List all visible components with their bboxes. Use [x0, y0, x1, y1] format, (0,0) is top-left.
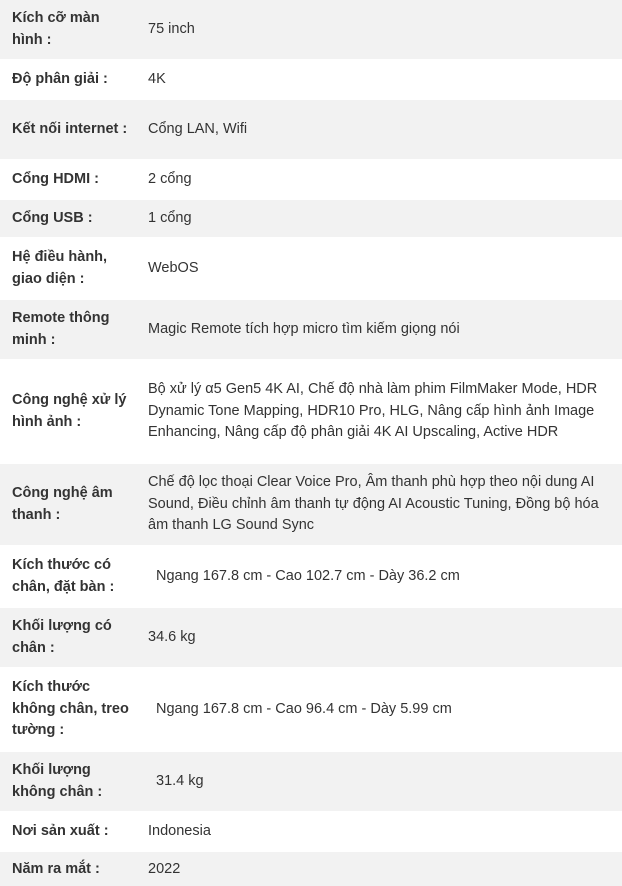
- spec-label: Kích cỡ màn hình :: [12, 10, 100, 48]
- spec-row-size-stand: [0, 547, 622, 608]
- spec-value: 34.6 kg: [148, 628, 196, 645]
- spec-row-hdmi: [0, 161, 622, 200]
- spec-value: Ngang 167.8 cm - Cao 102.7 cm - Dày 36.2 cm: [156, 567, 460, 584]
- spec-label: Nơi sản xuất :: [12, 822, 109, 839]
- spec-label: Công nghệ âm thanh :: [12, 485, 113, 523]
- spec-value: Indonesia: [148, 822, 211, 839]
- spec-label: Công nghệ xử lý hình ảnh :: [12, 392, 127, 430]
- spec-row-origin: [0, 813, 622, 852]
- spec-label: Remote thông minh :: [12, 310, 110, 348]
- spec-label: Khối lượng có chân :: [12, 618, 112, 656]
- spec-value: 31.4 kg: [156, 772, 204, 789]
- spec-value: Cổng LAN, Wifi: [148, 120, 248, 137]
- spec-row-resolution: [0, 61, 622, 100]
- spec-value: Bộ xử lý α5 Gen5 4K AI, Chế độ nhà làm phim FilmMaker Mode, HDR Dynamic Tone Mapping, HDR10 Pro, HLG, Nâng cấp hình ảnh Image Enhancing, Nâng cấp độ phân giải 4K AI Upscaling, Active HDR: [148, 381, 598, 441]
- spec-row-os: [0, 239, 622, 300]
- spec-label: Kích thước có chân, đặt bàn :: [12, 557, 115, 595]
- spec-label: Cổng HDMI :: [12, 170, 99, 187]
- spec-label: Kích thước không chân, treo tường :: [12, 679, 129, 739]
- spec-row-remote: [0, 300, 622, 361]
- spec-label: Kết nối internet :: [12, 120, 128, 137]
- spec-row-image-tech: [0, 361, 622, 464]
- spec-value: Magic Remote tích hợp micro tìm kiếm giọng nói: [148, 320, 460, 337]
- spec-row-weight-stand: [0, 608, 622, 669]
- spec-value: WebOS: [148, 259, 199, 276]
- spec-row-screen-size: [0, 0, 622, 61]
- spec-label: Khối lượng không chân :: [12, 762, 103, 800]
- spec-value: 2 cổng: [148, 170, 192, 187]
- spec-value: Chế độ lọc thoại Clear Voice Pro, Âm thanh phù hợp theo nội dung AI Sound, Điều chỉnh âm thanh tự động AI Acoustic Tuning, Đồng bộ hóa âm thanh LG Sound Sync: [148, 474, 599, 534]
- spec-label: Hệ điều hành, giao diện :: [12, 249, 108, 287]
- spec-row-internet: [0, 100, 622, 161]
- spec-label: Năm ra mắt :: [12, 860, 100, 877]
- spec-label: Cổng USB :: [12, 209, 93, 226]
- spec-value: 75 inch: [148, 20, 195, 37]
- spec-value: 4K: [148, 70, 166, 87]
- spec-row-size-wall: [0, 669, 622, 752]
- spec-row-usb: [0, 200, 622, 239]
- spec-value: 2022: [148, 860, 181, 877]
- spec-value: Ngang 167.8 cm - Cao 96.4 cm - Dày 5.99 cm: [156, 700, 452, 717]
- spec-row-weight-wall: [0, 752, 622, 813]
- spec-row-sound-tech: [0, 464, 622, 547]
- spec-label: Độ phân giải :: [12, 70, 108, 87]
- spec-row-release-year: [0, 852, 622, 886]
- spec-value: 1 cổng: [148, 209, 192, 226]
